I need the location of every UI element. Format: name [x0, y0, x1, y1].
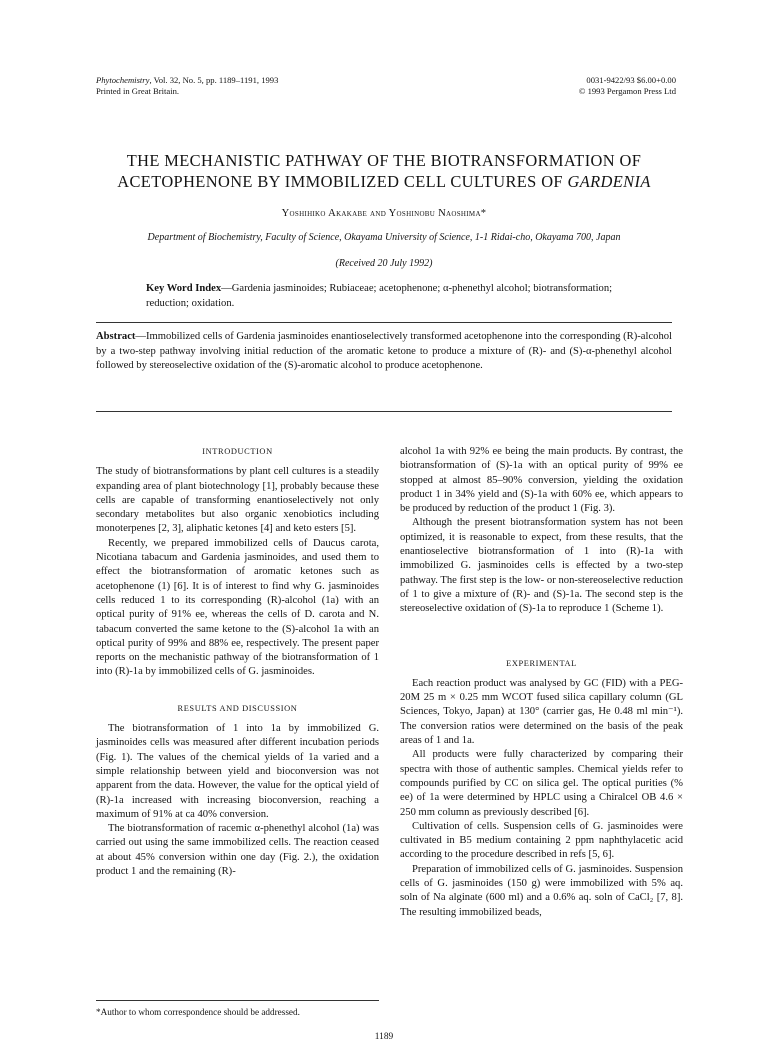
results-heading: RESULTS AND DISCUSSION	[177, 703, 298, 713]
right-column	[400, 445, 683, 920]
printed-in: Printed in Great Britain.	[96, 86, 180, 96]
issn-price: 0031-9422/93 $6.00+0.00	[586, 75, 676, 85]
keywords-text: —Gardenia jasminoides; Rubiaceae; acetophenone; α-phenethyl alcohol; biotransformation; reduction; oxidation.	[146, 283, 613, 309]
results-paragraph-1: The biotransformation of 1 into 1a by immobilized G. jasminoides cells was measured after different incubation periods (Fig. 1). The values of the chemical yields of 1a varied and a simple relationship between yield and bioconversion was not apparent from the data. However, the value for the optical yield of (R)-1a increased with increasing bioconversion, reaching a maximum of 91% at ca 40% conversion.	[96, 723, 379, 820]
publisher-info	[416, 75, 676, 97]
results-paragraph-2: The biotransformation of racemic α-phenethyl alcohol (1a) was carried out using the same immobilized cells. The reaction ceased at about 45% conversion within one day (Fig. 2.), the oxidation product 1 and the remaining (R)-	[96, 823, 379, 878]
section-gap	[400, 617, 683, 657]
abstract-text: —Immobilized cells of Gardenia jasminoides enantioselectively transformed acetophenone into the corresponding (R)-alcohol by a two-step pathway involving initial reduction of the aromatic ketone to produce a mixture of (R)- and (S)-α-phenethyl alcohol followed by stereoselective oxidation of the (S)-aromatic alcohol to produce acetophenone.	[96, 331, 672, 371]
journal-name: Phytochemistry	[96, 75, 150, 85]
abstract-top-rule	[96, 322, 672, 323]
left-column	[96, 445, 379, 879]
authors: Yoshihiko Akakabe and Yoshinobu Naoshima*	[281, 208, 487, 219]
correspondence-footnote: *Author to whom correspondence should be addressed.	[96, 1007, 300, 1017]
introduction-paragraph-1: The study of biotransformations by plant cell cultures is a steadily expanding area of plant biotechnology [1], probably because these cells are capable of transforming enantioselectively not only secondary metabolites but also organic xenobiotics including monoterpenes [2, 3], aliphatic ketones [4] and keto esters [5].	[96, 466, 379, 535]
page-number: 1189	[374, 1032, 394, 1042]
paper-title	[80, 150, 688, 192]
discussion-paragraph-2: Although the present biotransformation system has not been optimized, it is reasonable to expect, from these results, that the enantioselective biotransformation of 1 into (R)-1a with immobilized G. jasminoides cells is effected by a two-step pathway. The first step is the low- or non-stereoselective reduction of 1 to give a mixture of (R)- and (S)-1a. The second step is the stereoselective oxidation of (S)-1a to reproduce 1 (Scheme 1).	[400, 517, 683, 615]
abstract	[96, 330, 672, 374]
abstract-label: Abstract	[96, 331, 136, 342]
keywords	[146, 282, 622, 311]
keywords-label: Key Word Index	[146, 283, 222, 294]
introduction-heading: INTRODUCTION	[202, 447, 273, 456]
copyright: © 1993 Pergamon Press Ltd	[578, 86, 676, 96]
section-gap	[96, 680, 379, 702]
received-date: (Received 20 July 1992)	[335, 258, 433, 269]
experimental-paragraph-2: All products were fully characterized by comparing their spectra with those of authentic samples. Chemical yields refer to compounds purified by CC on silica gel. The optical purities (% ee) of 1a were determined by HPLC using a Chiralcel OB 4.6 × 250 mm column as previously described [6].	[400, 749, 683, 818]
journal-volume: , Vol. 32, No. 5, pp. 1189–1191, 1993	[149, 75, 279, 85]
discussion-paragraph-1: alcohol 1a with 92% ee being the main products. By contrast, the biotransformation of (S)-1a with an optical purity of 99% ee stopped at almost 85–90% conversion, yielding the oxidation product 1 in 34% yield and (S)-1a with 60% ee, which appears to be produced by reduction of the product 1 (Fig. 3).	[400, 446, 683, 515]
title-line-2	[80, 171, 688, 192]
experimental-heading: EXPERIMENTAL	[506, 658, 577, 668]
title-genus: GARDENIA	[567, 172, 651, 191]
experimental-paragraph-4: Preparation of immobilized cells of G. jasminoides. Suspension cells of G. jasminoides (150 g) were immobilized with 5% aq. soln of Na alginate (600 ml) and a 0.6% aq. soln of CaCl₂ [7, 8]. The resulting immobilized beads,	[400, 863, 683, 918]
abstract-bottom-rule	[96, 411, 672, 412]
journal-citation	[96, 75, 416, 97]
affiliation: Department of Biochemistry, Faculty of Science, Okayama University of Science, 1-1 Ridai-cho, Okayama 700, Japan	[147, 232, 621, 243]
footnote-rule	[96, 1000, 379, 1001]
experimental-paragraph-3: Cultivation of cells. Suspension cells of G. jasminoides were cultivated in B5 medium containing 2 ppm naphthylacetic acid according to the procedure described in refs [5, 6].	[400, 820, 683, 861]
title-line-1: THE MECHANISTIC PATHWAY OF THE BIOTRANSFORMATION OF	[126, 151, 642, 170]
introduction-paragraph-2: Recently, we prepared immobilized cells of Daucus carota, Nicotiana tabacum and Gardenia jasminoides, and used them to effect the biotransformation of aromatic ketones such as acetophenone (1) [6]. It is of interest to find why G. jasminoides cells reduced 1 to its corresponding (R)-alcohol (1a) with an optical purity of 91% ee, whereas the cells of D. carota and N. tabacum converted the same ketone to the (S)-alcohol 1a with an optical purity of 99% and 88% ee, respectively. The present paper reports on the mechanistic pathway of the biotransformation of 1 into (R)-1a by immobilized cells of G. jasminoides.	[96, 537, 379, 678]
experimental-paragraph-1: Each reaction product was analysed by GC (FID) with a PEG-20M 25 m × 0.25 mm WCOT fused silica capillary column (GL Sciences, Tokyo, Japan) at 130° (carrier gas, He 0.48 ml min⁻¹). The conversion ratios were determined on the basis of the peak areas of 1 and 1a.	[400, 677, 683, 747]
title-line-2-text: ACETOPHENONE BY IMMOBILIZED CELL CULTURES OF	[117, 172, 568, 191]
